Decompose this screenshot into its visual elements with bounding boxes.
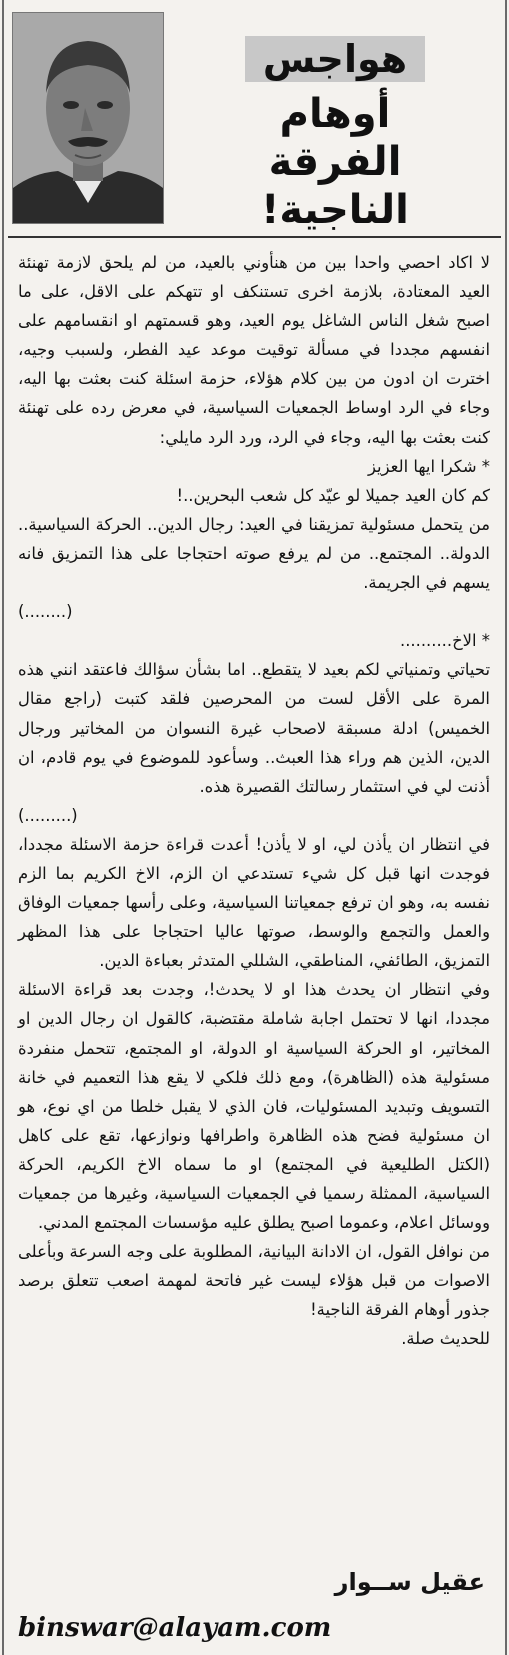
paragraph: من يتحمل مسئولية تمزيقنا في العيد: رجال الدين.. الحركة السياسية.. الدولة.. المجتمع.. من لم يرفع صوته احتجاجا على هذا التمزيق فانه يسهم في الجريمة. [18,514,490,593]
header-divider [8,236,501,238]
paragraph: كم كان العيد جميلا لو عيّد كل شعب البحرين..! [176,485,490,505]
paragraph: في انتظار ان يأذن لي، او لا يأذن! أعدت قراءة حزمة الاسئلة مجددا، فوجدت انها قبل كل شيء تستدعي ان الزم، الاخ الكريم بما الزم نفسه به، وهو ان ترفع جمعياتنا السياسية، وعلى رأسها جمعيات الوفاق والعمل والتجمع والوسط، صوتها عاليا احتجاجا على هذا المظهر التمزيق، الطائفي، المناطقي، الشللي المتدثر بعباءة الدين. [18,834,490,971]
left-border [2,0,4,1655]
paragraph: وفي انتظار ان يحدث هذا او لا يحدث!، وجدت بعد قراءة الاسئلة مجددا، انها لا تحتمل اجابة شاملة مقتضبة، كالقول ان رجال الدين او المخاتير، او الحركة السياسية او الدولة، او المجتمع، تتحمل منفردة مسئولية هذه (الظاهرة)، ومع ذلك فلكي لا يقع هذا التعميم في خانة التسويف وتبديد المسئوليات، فان الذي لا يقبل خلطا من اي نوع، هو ان مسئولية فضح هذه الظاهرة واطرافها ونوازعها، تقع على كاهل (الكتل الطليعية في المجتمع) او ما سماه الاخ الكريم، الحركة السياسية، الممثلة رسميا في الجمعيات السياسية، وغيرها من جمعيات ووسائل اعلام، وعموما اصبح يطلق عليه مؤسسات المجتمع المدني. [18,980,490,1233]
column-footer [0,1565,509,1655]
column-kicker: هواجس [245,36,425,82]
article-body [18,248,490,1354]
paragraph: للحديث صلة. [401,1329,490,1349]
author-email: binswar@alayam.com [18,1613,332,1643]
author-name: عقيل ســوار [334,1568,485,1596]
column-header [0,0,509,235]
author-photo-illustration [13,13,163,223]
paragraph: * شكرا ايها العزيز [368,456,490,476]
headline-line-2: الفرقة الناجية! [261,139,409,233]
paragraph: تحياتي وتمنياتي لكم بعيد لا يتقطع.. اما بشأن سؤالك فاعتقد انني هذه المرة على الأقل لست من المحرصين فلقد كتبت (راجع مقال الخميس) ادلة مسبقة لاصحاب غيرة النسوان من المخاتير ورجال الدين، الذين هم وراء هذا العبث.. وسأعود للموضوع في يوم قادم، ان أذنت لي في استثمار رسالتك القصيرة هذه. [18,660,490,796]
paragraph: (.........) [18,805,78,825]
author-portrait [12,12,164,224]
headline-block [190,36,480,233]
paragraph: لا اكاد احصي واحدا بين من هنأوني بالعيد، من لم يلحق لازمة تهنئة العيد المعتادة، بلازمة اخرى تستنكف او تتهكم على الاقل، على ما اصبح شغل الناس الشاغل يوم العيد، وهو قسمتهم او انقسامهم على انفسهم مجددا في مسألة توقيت موعد عيد الفطر، ولسبب وجيه، اخترت ان ادون من بين كلام هؤلاء، حزمة اسئلة كنت بعثت بها اليه، وجاء في الرد اوساط الجمعيات السياسية، في معرض رده على تهنئة كنت بعثت بها اليه، وجاء في الرد، ورد الرد مايلي: [18,253,490,447]
paragraph: (........) [18,602,73,622]
right-border [505,0,507,1655]
paragraph: * الاخ.......... [400,631,490,651]
paragraph: من نوافل القول، ان الادانة البيانية، المطلوبة على وجه السرعة وبأعلى الاصوات من قبل هؤلاء ليست غير فاتحة لمهمة اصعب تتعلق برصد جذور أوهام الفرقة الناجية! [18,1242,490,1320]
headline-line-1: أوهام [279,91,391,137]
